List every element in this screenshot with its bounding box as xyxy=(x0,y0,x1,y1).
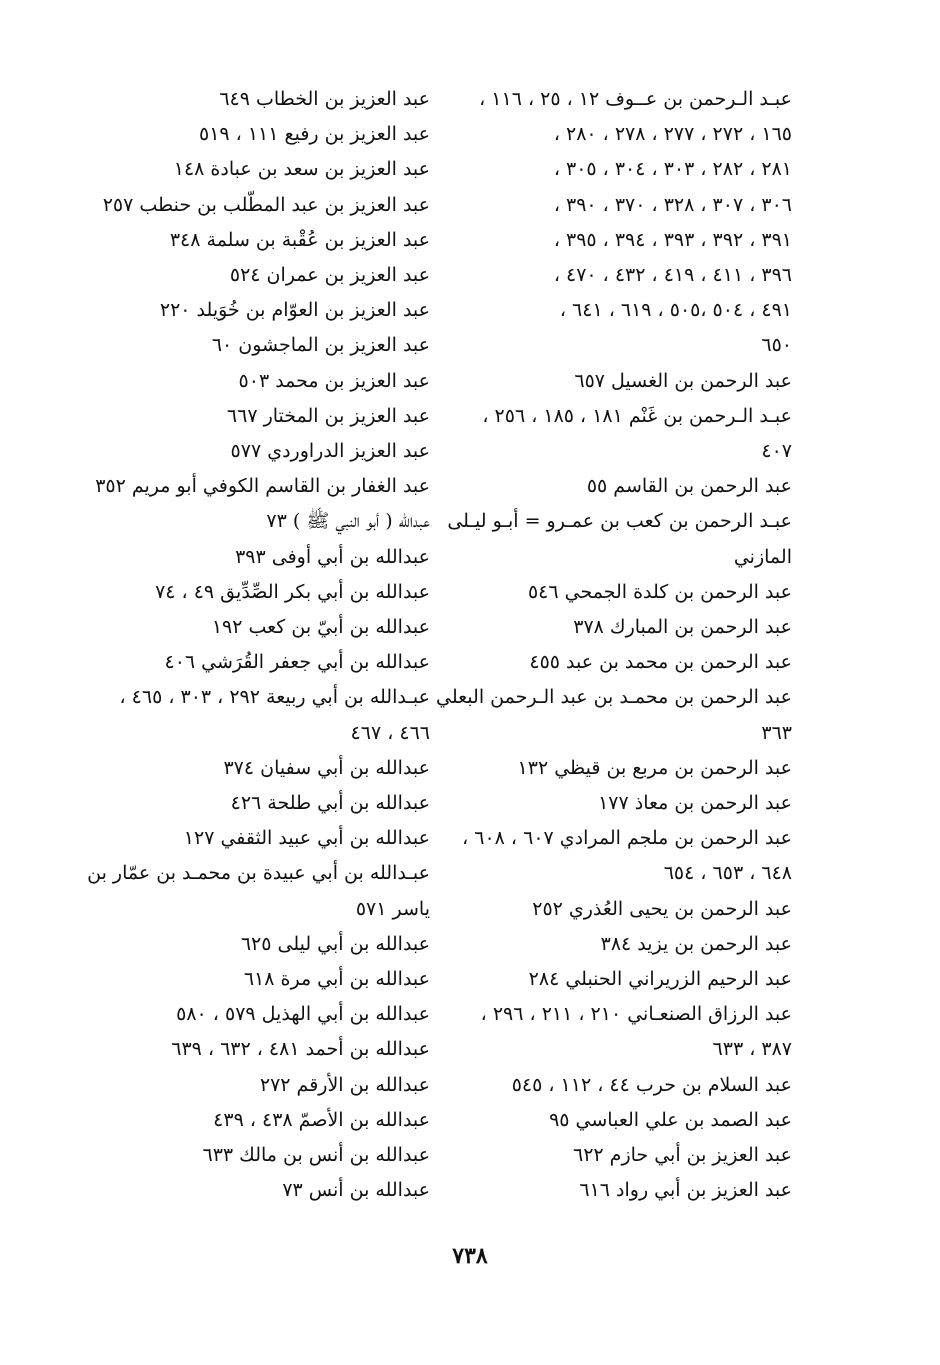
index-entry: عبد الرحمن بن يحيى العُذري ٢٥٢ xyxy=(532,897,792,920)
index-entry: عبد الرحمن بن معاذ ١٧٧ xyxy=(598,792,792,815)
index-entry: ياسر ٥٧١ xyxy=(355,897,430,920)
index-entry: ٣٨٧ ، ٦٣٣ xyxy=(712,1038,792,1061)
index-entry: عبدالله بن أبي سفيان ٣٧٤ xyxy=(223,756,430,779)
index-entry: عبد السلام بن حرب ٤٤ ، ١١٢ ، ٥٤٥ xyxy=(511,1073,792,1096)
index-entry: ٣٩١ ، ٣٩٢ ، ٣٩٣ ، ٣٩٤ ، ٣٩٥ ، xyxy=(553,228,792,251)
index-entry: عبـد الرحمن بن كعب بن عمـرو = أبـو ليـلى xyxy=(447,510,792,533)
index-entry: عبد العزيز بن الماجشون ٦٠ xyxy=(211,334,430,357)
index-column-left xyxy=(87,82,430,1209)
index-entry: عبد العزيز بن محمد ٥٠٣ xyxy=(238,369,430,392)
index-entry: عبدالله ( أبو النبي ﷺ ) ٧٣ xyxy=(266,510,430,533)
index-entry: عبد الرحمن بن محمـد بن عبد الـرحمن البعلي xyxy=(436,686,792,709)
index-entry: عبدالله بن أبي طلحة ٤٢٦ xyxy=(230,792,430,815)
index-entry: عبدالله بن أبي عبيد الثقفي ١٢٧ xyxy=(183,827,430,850)
index-entry: عبدالله بن أبي الهذيل ٥٧٩ ، ٥٨٠ xyxy=(176,1003,430,1026)
index-entry: عبدالله بن أبي مرة ٦١٨ xyxy=(243,968,430,991)
index-entry: عبد الرحيم الزريراني الحنبلي ٢٨٤ xyxy=(528,968,792,991)
index-entry: ٤٩١ ، ٥٠٤ ،٥٠٥ ، ٦١٩ ، ٦٤١ ، xyxy=(559,299,792,322)
index-entry: عبد العزيز بن عُقْبة بن سلمة ٣٤٨ xyxy=(169,228,430,251)
index-entry: عبد الرحمن بن ملجم المرادي ٦٠٧ ، ٦٠٨ ، xyxy=(462,827,792,850)
index-entry: عبد العزيز بن أبي حازم ٦٢٢ xyxy=(573,1144,792,1167)
page-number: ٧٣٨ xyxy=(452,1243,488,1269)
index-entry: عبد العزيز بن العوّام بن خُوَيلد ٢٢٠ xyxy=(159,299,430,322)
index-entry: ٣٠٦ ، ٣٠٧ ، ٣٢٨ ، ٣٧٠ ، ٣٩٠ ، xyxy=(553,193,792,216)
index-entry: عبدالله بن أحمد ٤٨١ ، ٦٣٢ ، ٦٣٩ xyxy=(171,1038,430,1061)
index-entry: عبد العزيز بن عبد المطّلب بن حنطب ٢٥٧ xyxy=(102,193,430,216)
index-entry: عبدالله بن أبيّ بن كعب ١٩٢ xyxy=(211,616,430,639)
index-entry: عبدالله بن أنس ٧٣ xyxy=(282,1179,430,1202)
index-entry: عبد الرحمن بن المبارك ٣٧٨ xyxy=(573,616,792,639)
index-entry: عبد الغفار بن القاسم الكوفي أبو مريم ٣٥٢ xyxy=(95,475,430,498)
index-entry: ٦٤٨ ، ٦٥٣ ، ٦٥٤ xyxy=(663,862,792,885)
index-entry: ٦٥٠ xyxy=(761,334,792,357)
index-entry: عبد العزيز بن عمران ٥٢٤ xyxy=(229,264,430,287)
index-entry: عبد الرحمن بن يزيد ٣٨٤ xyxy=(600,932,792,955)
index-entry: عبد الصمد بن علي العباسي ٩٥ xyxy=(549,1108,792,1131)
index-entry: عبد العزيز الدراوردي ٥٧٧ xyxy=(230,440,430,463)
index-entry: عبد العزيز بن رفيع ١١١ ، ٥١٩ xyxy=(198,123,430,146)
index-entry: عبدالله بن أبي أوفى ٣٩٣ xyxy=(235,545,430,568)
index-entry: عبـدالله بن أبي ربيعة ٢٩٢ ، ٣٠٣ ، ٤٦٥ ، xyxy=(119,686,430,709)
index-entry: ٤٠٧ xyxy=(761,440,792,463)
index-entry: عبد الرحمن بن الغسيل ٦٥٧ xyxy=(574,369,792,392)
index-entry: عبد العزيز بن المختار ٦٦٧ xyxy=(226,404,430,427)
index-entry: عبدالله بن الأصمّ ٤٣٨ ، ٤٣٩ xyxy=(213,1108,430,1131)
index-entry: عبدالله بن أنس بن مالك ٦٣٣ xyxy=(202,1144,430,1167)
index-entry: عبدالله بن أبي بكر الصِّدِّيق ٤٩ ، ٧٤ xyxy=(155,580,430,603)
index-entry: المازني xyxy=(733,545,792,568)
index-entry: عبـد الـرحمن بن عــوف ١٢ ، ٢٥ ، ١١٦ ، xyxy=(479,88,792,110)
index-entry: ٣٩٦ ، ٤١١ ، ٤١٩ ، ٤٣٢ ، ٤٧٠ ، xyxy=(553,264,792,287)
index-entry: عبد العزيز بن أبي رواد ٦١٦ xyxy=(579,1179,792,1202)
index-entry: عبد الرزاق الصنعـاني ٢١٠ ، ٢١١ ، ٢٩٦ ، xyxy=(480,1003,792,1026)
index-entry: عبد الرحمن بن كلدة الجمحي ٥٤٦ xyxy=(527,580,792,603)
index-entry: عبد الرحمن بن مربع بن قيظي ١٣٢ xyxy=(517,756,792,779)
index-entry: عبدالله بن أبي ليلى ٦٢٥ xyxy=(240,932,430,955)
index-entry: عبد الرحمن بن القاسم ٥٥ xyxy=(586,475,792,498)
index-entry: عبدالله بن الأرقم ٢٧٢ xyxy=(259,1073,430,1096)
index-column-right xyxy=(436,82,792,1209)
index-entry: ٤٦٦ ، ٤٦٧ xyxy=(350,721,430,744)
index-entry: عبدالله بن أبي جعفر القُرَشي ٤٠٦ xyxy=(164,651,430,674)
index-entry: عبد العزيز بن سعد بن عبادة ١٤٨ xyxy=(173,158,430,181)
index-entry: عبـدالله بن أبي عبيدة بن محمـد بن عمّار بن xyxy=(87,862,430,885)
index-entry: عبد الرحمن بن محمد بن عبد ٤٥٥ xyxy=(529,651,792,674)
index-entry: عبـد الـرحمن بن غَنْم ١٨١ ، ١٨٥ ، ٢٥٦ ، xyxy=(482,404,792,427)
index-entry: ٣٦٣ xyxy=(761,721,792,744)
index-entry: ١٦٥ ، ٢٧٢ ، ٢٧٧ ، ٢٧٨ ، ٢٨٠ ، xyxy=(553,123,792,146)
index-entry: عبد العزيز بن الخطاب ٦٤٩ xyxy=(219,88,430,110)
index-entry: ٢٨١ ، ٢٨٢ ، ٣٠٣ ، ٣٠٤ ، ٣٠٥ ، xyxy=(553,158,792,181)
